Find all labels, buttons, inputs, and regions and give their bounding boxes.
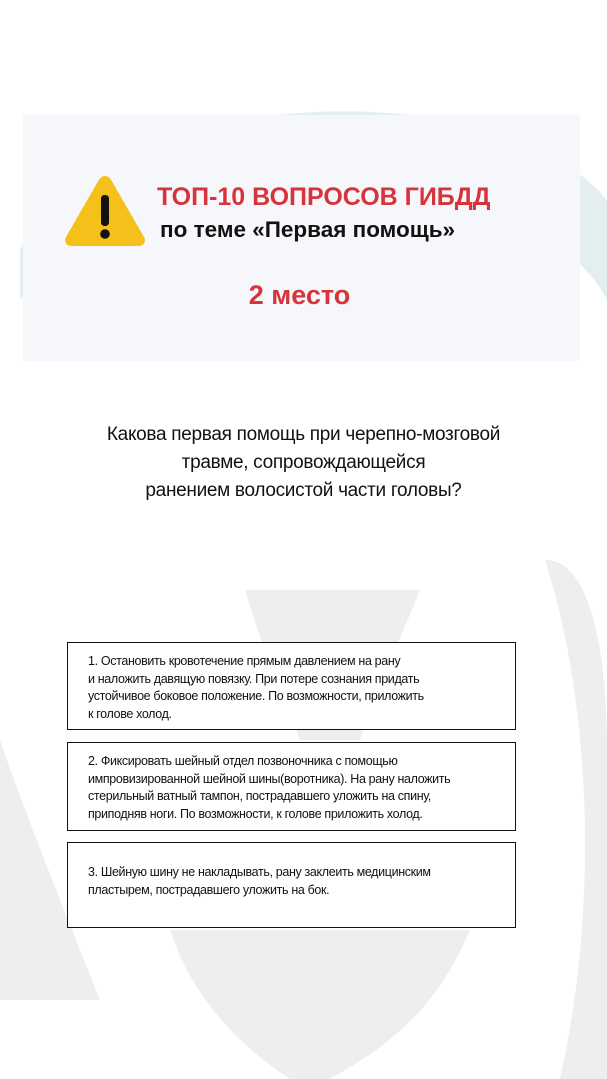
answer-option-2[interactable] (67, 742, 516, 831)
watermark-arc-right (545, 560, 607, 1079)
answer-line: и наложить давящую повязку. При потере сознания придать (88, 671, 420, 686)
answer-line: приподняв ноги. По возможности, к голове приложить холод. (88, 806, 423, 821)
answer-option-text (88, 753, 450, 823)
question-line: травме, сопровождающейся (181, 452, 426, 473)
warning-triangle-icon (63, 173, 147, 249)
answer-option-text (88, 864, 431, 899)
answer-option-text (88, 653, 424, 723)
answer-option-3[interactable] (67, 842, 516, 928)
answer-line: устойчивое боковое положение. По возможности, приложить (88, 689, 424, 703)
answer-line: пластырем, пострадавшего уложить на бок. (88, 882, 330, 897)
answer-line: импровизированной шейной шины(воротника). На рану наложить (88, 771, 451, 786)
answer-option-1[interactable] (67, 642, 516, 730)
watermark-bottom-shape (170, 930, 470, 1079)
page-title: ТОП-10 ВОПРОСОВ ГИБДД (157, 183, 491, 211)
question-line: Какова первая помощь при черепно-мозговой (106, 424, 501, 445)
header-card (23, 115, 580, 361)
answer-line: стерильный ватный тампон, пострадавшего уложить на спину, (88, 789, 432, 803)
rank-label: 2 место (248, 280, 351, 310)
answer-line: 1. Остановить кровотечение прямым давлением на рану (88, 654, 401, 668)
question-text (40, 421, 567, 505)
answer-line: 2. Фиксировать шейный отдел позвоночника с помощью (88, 754, 398, 768)
answer-line: к голове холод. (88, 706, 172, 721)
question-line: ранением волосистой части головы? (145, 480, 462, 501)
answer-line: 3. Шейную шину не накладывать, рану заклеить медицинским (88, 865, 431, 879)
page-subtitle: по теме «Первая помощь» (160, 217, 456, 242)
